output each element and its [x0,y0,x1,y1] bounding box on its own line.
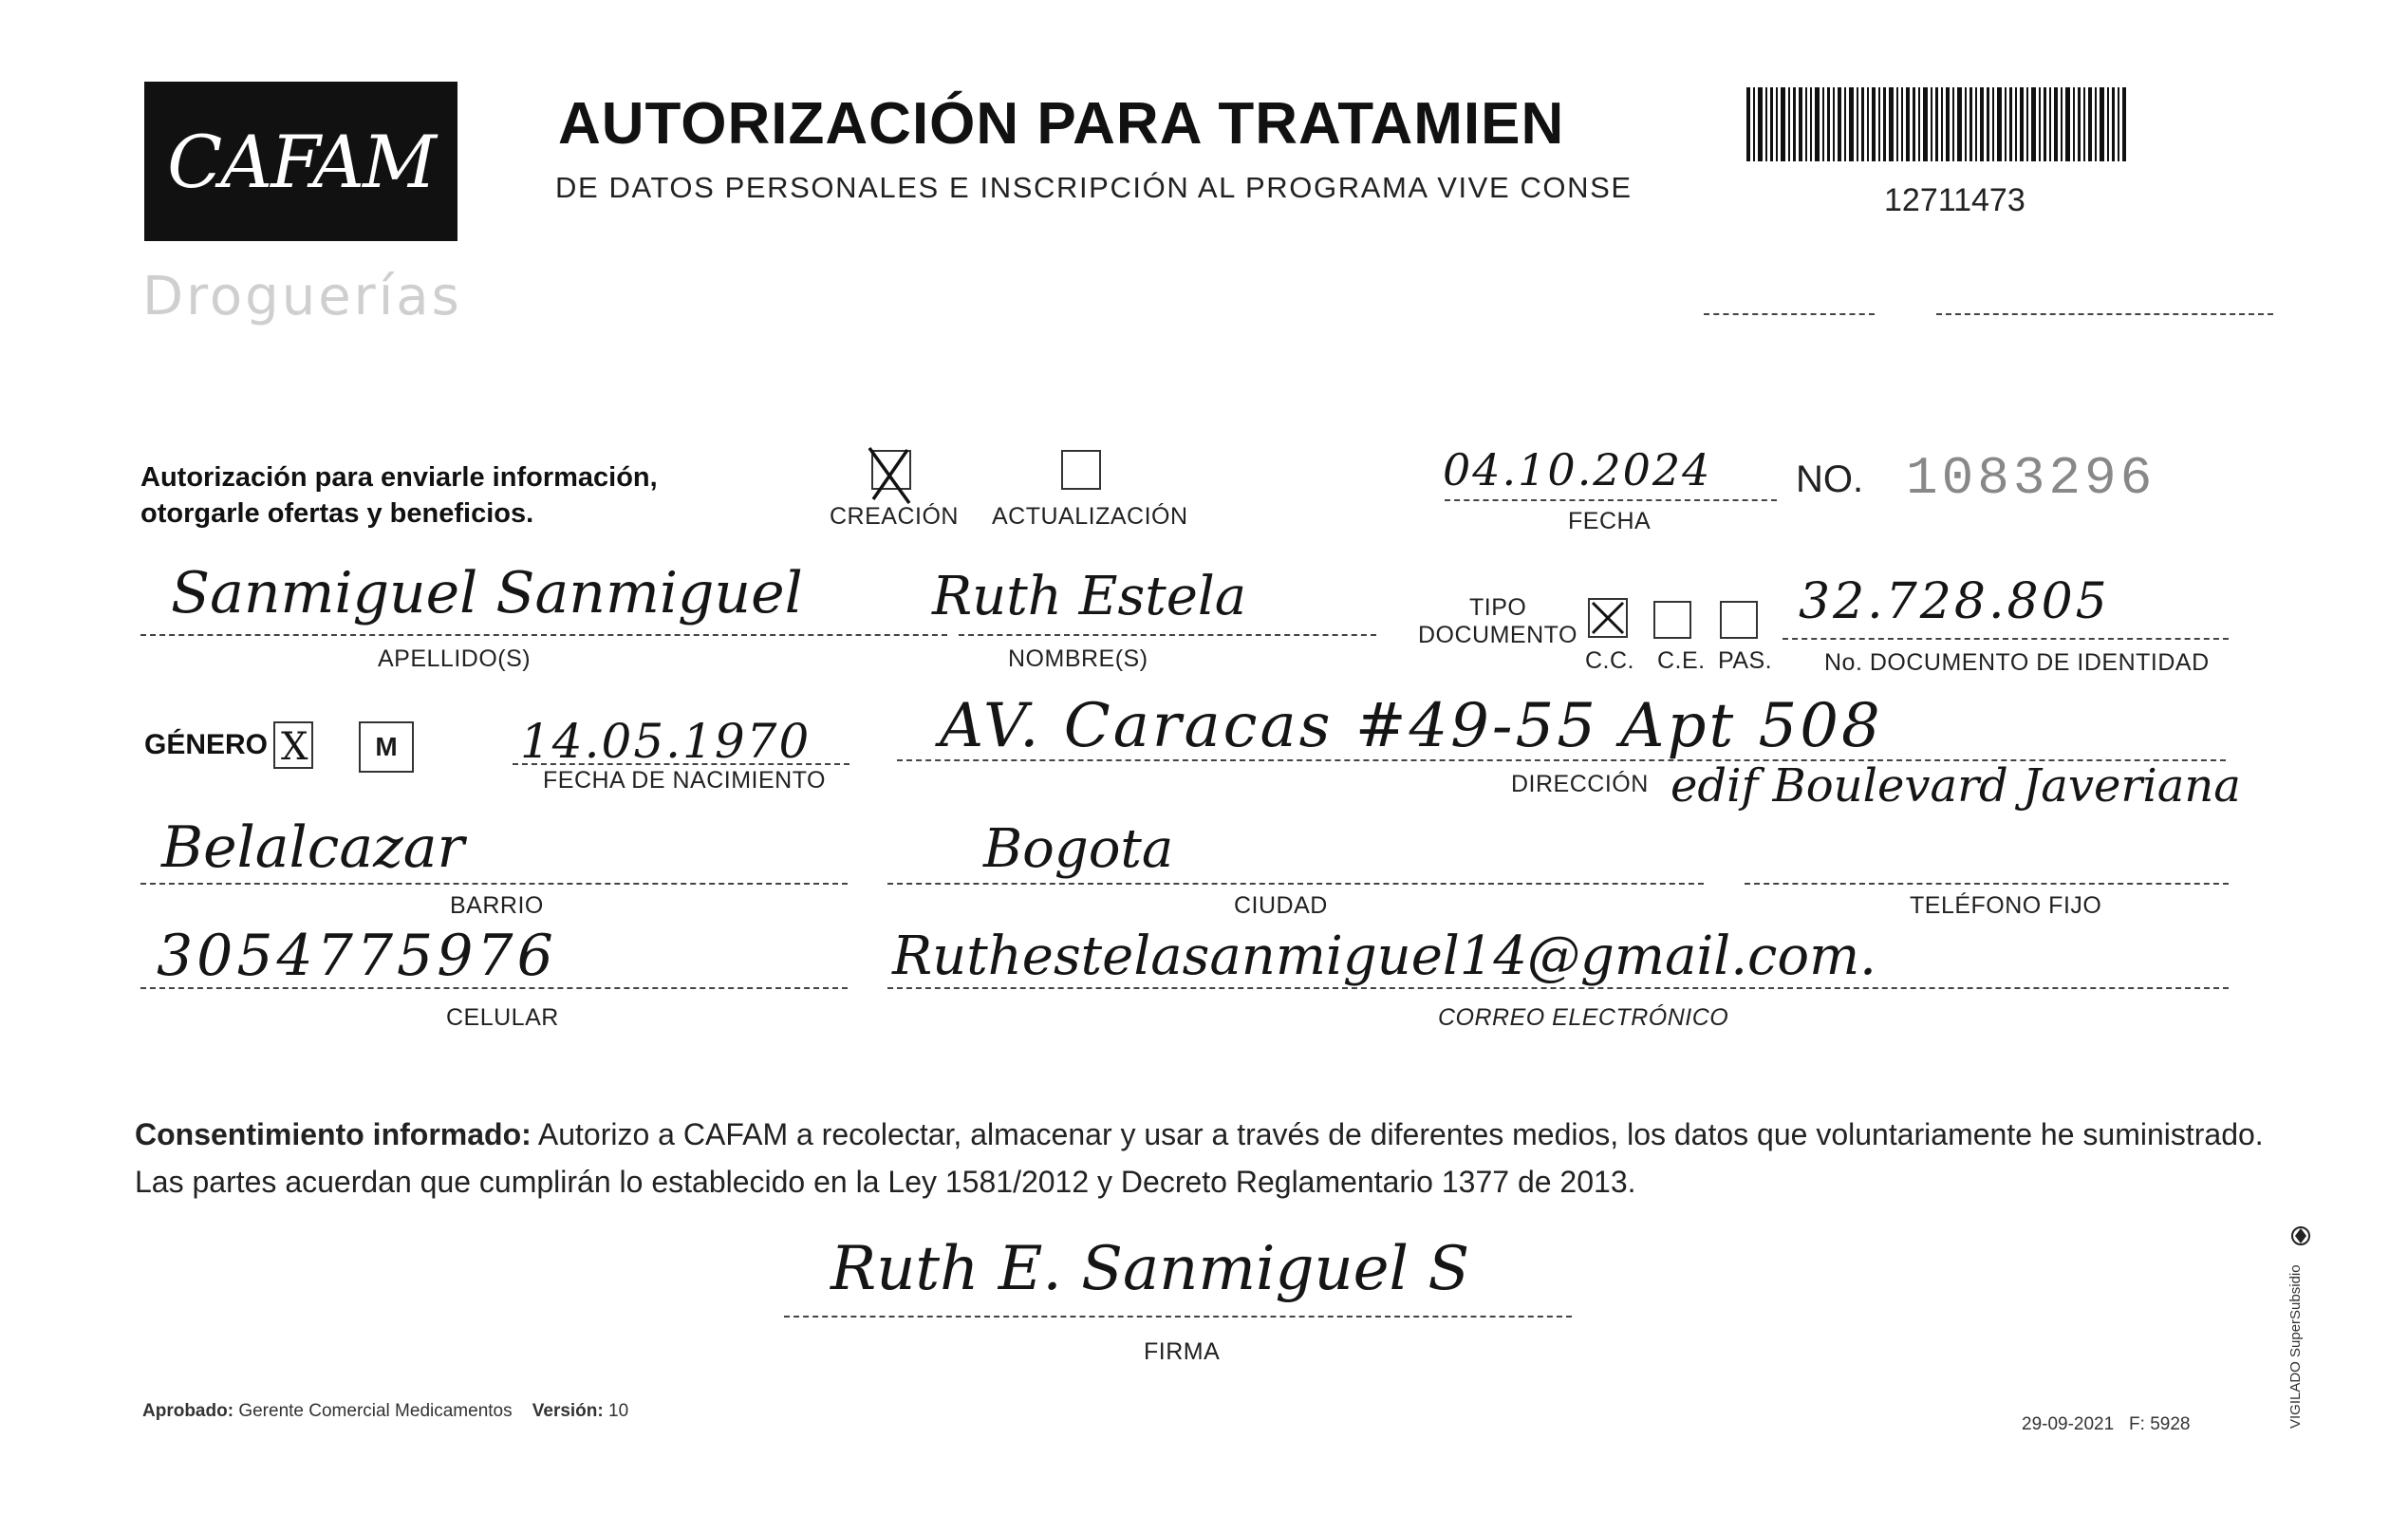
consent-line-1 [135,1111,2280,1158]
x-mark-icon [1588,598,1628,638]
document-type-label-1: TIPO [1469,594,1527,621]
email-value[interactable]: Ruthestelasanmiguel14@gmail.com. [892,925,1876,987]
address-value-line2[interactable]: edif Boulevard Javeriana [1671,759,2241,813]
date-line [1445,499,1777,501]
barcode-image [1746,87,2126,161]
cc-label: C.C. [1585,647,1634,674]
footer-approval [142,1401,628,1422]
birth-date-value[interactable]: 14.05.1970 [520,714,812,769]
mobile-line [140,987,848,989]
page-title: AUTORIZACIÓN PARA TRATAMIEN [558,91,1565,157]
names-line [959,634,1376,636]
gender-m-label: M [375,732,398,761]
mobile-label: CELULAR [446,1004,559,1031]
city-value[interactable]: Bogota [983,818,1174,880]
neighborhood-line [140,883,848,885]
consent-paragraph [135,1111,2280,1206]
address-label: DIRECCIÓN [1511,771,1649,797]
document-number-value[interactable]: 32.728.805 [1799,573,2110,630]
city-label: CIUDAD [1234,892,1328,919]
number-label: NO. [1796,458,1864,500]
email-label: CORREO ELECTRÓNICO [1438,1004,1729,1031]
creation-checkbox[interactable] [871,450,911,490]
ce-checkbox[interactable] [1653,601,1691,639]
landline-line [1745,883,2229,885]
header-rule-right [1936,313,2273,315]
signature-label: FIRMA [1144,1338,1221,1365]
intro-line-1: Autorización para enviarle información, [140,462,658,493]
update-label: ACTUALIZACIÓN [992,503,1188,530]
supersubsidio-logo-icon [2289,1223,2312,1249]
version-value: 10 [608,1401,629,1421]
document-type-label-2: DOCUMENTO [1418,622,1577,648]
footer-codes [2022,1414,2190,1435]
surname-value[interactable]: Sanmiguel Sanmiguel [171,560,803,626]
names-label: NOMBRE(S) [1008,645,1148,672]
gender-label: GÉNERO [144,729,269,760]
approved-value: Gerente Comercial Medicamentos [238,1401,513,1421]
pas-label: PAS. [1718,647,1773,674]
gender-m-checkbox[interactable] [359,721,414,773]
version-label: Versión: [532,1401,604,1421]
barcode-number: 12711473 [1884,182,2025,218]
check-mark-icon [866,442,923,509]
gender-f-checkbox[interactable] [273,721,313,769]
consent-line-2: Las partes acuerdan que cumplirán lo establecido en la Ley 1581/2012 y Decreto Reglamentario 1377 de 2013. [135,1165,1636,1199]
consent-text-1: Autorizo a CAFAM a recolectar, almacenar y usar a través de diferentes medios, los datos que voluntariamente he suministrado. [531,1117,2264,1151]
vigilado-vertical-text: VIGILADO SuperSubsidio [2287,1264,2304,1429]
intro-line-2: otorgarle ofertas y beneficios. [140,498,534,529]
page-subtitle: DE DATOS PERSONALES E INSCRIPCIÓN AL PROGRAMA VIVE CONSE [555,171,1633,204]
surname-line [140,634,947,636]
document-number-label: No. DOCUMENTO DE IDENTIDAD [1824,649,2210,676]
approved-label: Aprobado: [142,1401,234,1421]
header-rule-left [1704,313,1875,315]
date-label: FECHA [1568,508,1652,534]
birth-date-line [513,763,849,765]
ce-label: C.E. [1657,647,1706,674]
creation-label: CREACIÓN [830,503,959,530]
mobile-value[interactable]: 3054775976 [157,923,557,989]
landline-label: TELÉFONO FIJO [1910,892,2102,919]
city-line [887,883,1704,885]
date-code: 29-09-2021 [2022,1414,2115,1434]
signature-value: Ruth E. Sanmiguel S [831,1234,1470,1304]
consent-heading: Consentimiento informado: [135,1117,532,1151]
signature-line [784,1316,1572,1318]
birth-date-label: FECHA DE NACIMIENTO [543,767,826,794]
neighborhood-value[interactable]: Belalcazar [161,814,465,881]
cafam-logo [144,82,457,241]
form-code: F: 5928 [2129,1414,2191,1434]
neighborhood-label: BARRIO [450,892,544,919]
logo-text: CAFAM [167,119,435,204]
document-number-line [1783,638,2229,640]
address-value-line1[interactable]: AV. Caracas #49-55 Apt 508 [940,691,1883,761]
email-line [887,987,2229,989]
date-value[interactable]: 04.10.2024 [1443,444,1712,495]
surname-label: APELLIDO(S) [378,645,532,672]
gender-f-mark: X [281,725,308,769]
cc-checkbox[interactable] [1588,598,1628,638]
intro-text [140,459,658,532]
names-value[interactable]: Ruth Estela [932,566,1247,627]
pas-checkbox[interactable] [1720,601,1758,639]
form-number: 1083296 [1906,448,2156,509]
drogerias-sublogo: Droguerías [142,266,462,327]
update-checkbox[interactable] [1061,450,1101,490]
